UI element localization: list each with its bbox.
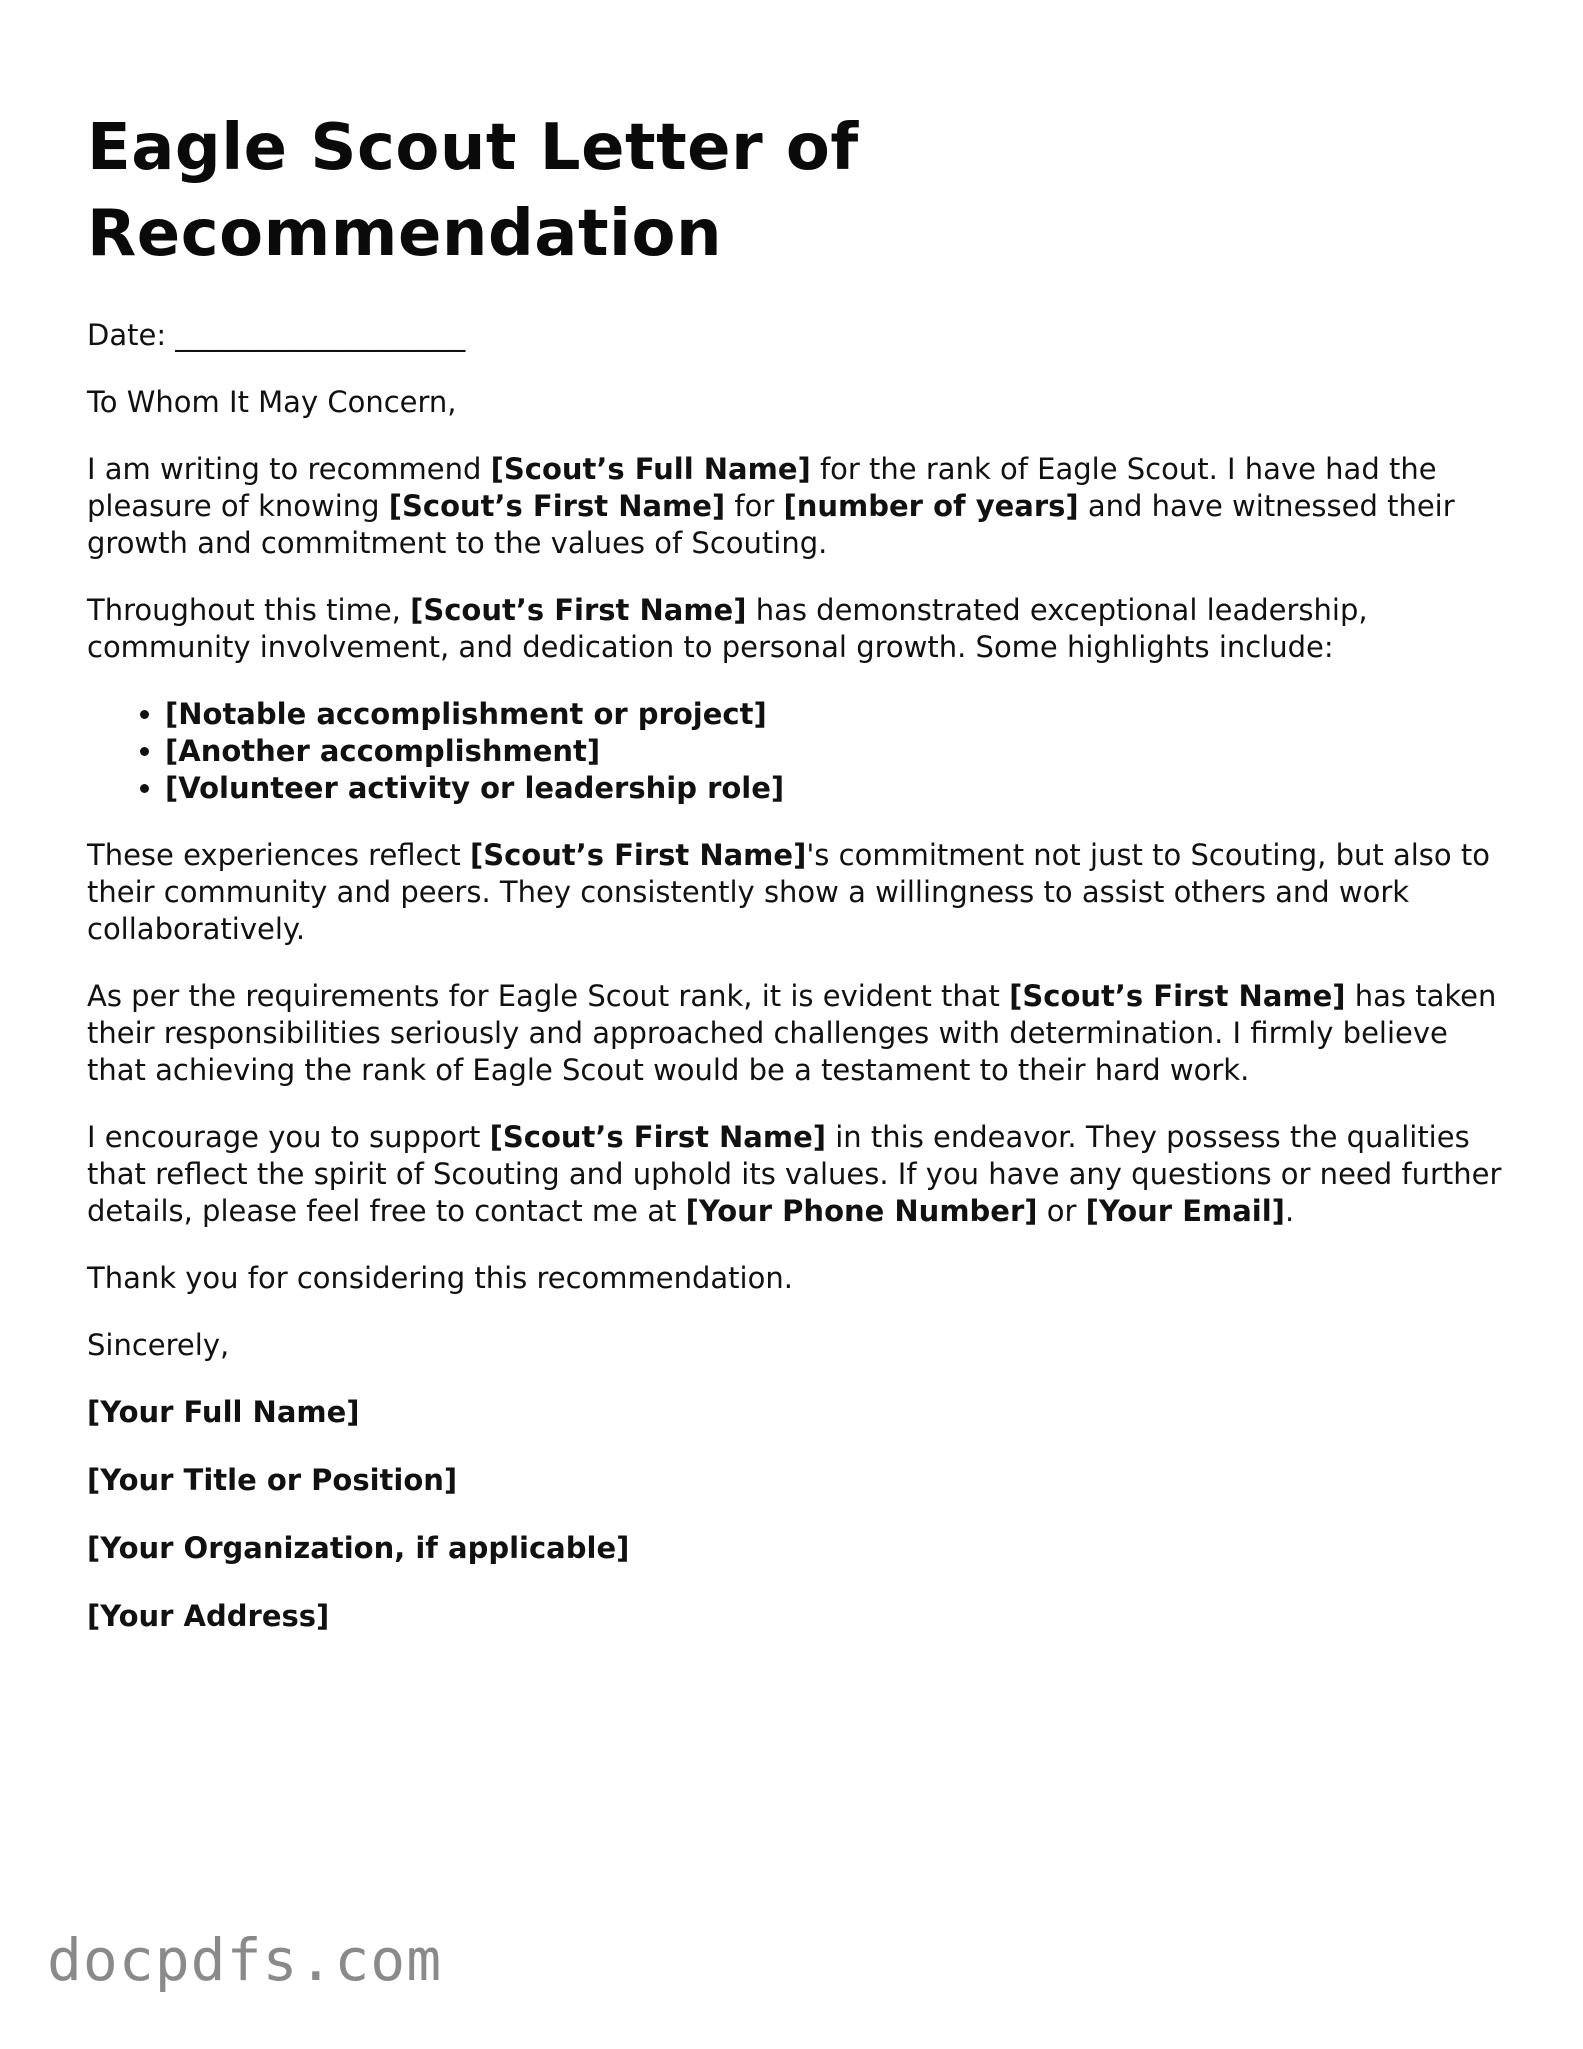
- scout-first-name-placeholder: [Scout’s First Name]: [388, 489, 726, 523]
- list-item: • [Volunteer activity or leadership role]: [165, 770, 1507, 807]
- paragraph-throughout: Throughout this time, [Scout’s First Name] has demonstrated exceptional leadership, community involvement, and dedication to personal growth. Some highlights include:: [87, 593, 1368, 664]
- closing-line: Sincerely,: [87, 1328, 230, 1362]
- signature-name: [Your Full Name]: [87, 1395, 360, 1429]
- signature-organization: [Your Organization, if applicable]: [87, 1531, 630, 1565]
- signature-title: [Your Title or Position]: [87, 1463, 458, 1497]
- paragraph-intro: I am writing to recommend [Scout’s Full Name] for the rank of Eagle Scout. I have had the pleasure of knowing [Scout’s First Name] for [number of years] and have witnessed their growth and commitment to the values of Scouting.: [87, 452, 1455, 560]
- thanks-line: Thank you for considering this recommendation.: [87, 1261, 793, 1295]
- scout-full-name-placeholder: [Scout’s Full Name]: [490, 452, 811, 486]
- scout-first-name-placeholder: [Scout’s First Name]: [489, 1120, 827, 1154]
- signature-block: [87, 1394, 1507, 1635]
- email-placeholder: [Your Email]: [1085, 1194, 1285, 1228]
- scout-first-name-placeholder: [Scout’s First Name]: [410, 593, 747, 627]
- scout-first-name-placeholder: [Scout’s First Name]: [469, 838, 807, 872]
- list-item: • [Notable accomplishment or project]: [165, 696, 1507, 733]
- paragraph-experiences: These experiences reflect [Scout’s First Name]'s commitment not just to Scouting, but also to their community and peers. They consistently show a willingness to assist others and work collaboratively.: [87, 838, 1490, 946]
- list-item: • [Another accomplishment]: [165, 733, 1507, 770]
- salutation: To Whom It May Concern,: [87, 385, 457, 419]
- years-placeholder: [number of years]: [783, 489, 1079, 523]
- signature-address: [Your Address]: [87, 1599, 330, 1633]
- paragraph-requirements: As per the requirements for Eagle Scout rank, it is evident that [Scout’s First Name] has taken their responsibilities seriously and approached challenges with determination. I firmly believe that achieving the rank of Eagle Scout would be a testament to their hard work.: [87, 979, 1497, 1087]
- page-title: Eagle Scout Letter of Recommendation: [87, 111, 859, 271]
- paragraph-encourage: I encourage you to support [Scout’s First Name] in this endeavor. They possess the qualities that reflect the spirit of Scouting and uphold its values. If you have any questions or need further details, please feel free to contact me at [Your Phone Number] or [Your Email].: [87, 1120, 1502, 1228]
- highlights-list: [87, 696, 1507, 807]
- letter-page: [87, 105, 1507, 1666]
- scout-first-name-placeholder: [Scout’s First Name]: [1009, 979, 1346, 1013]
- phone-placeholder: [Your Phone Number]: [685, 1194, 1038, 1228]
- watermark: docpdfs.com: [47, 1926, 443, 1994]
- date-line: Date: ____________________: [87, 318, 466, 352]
